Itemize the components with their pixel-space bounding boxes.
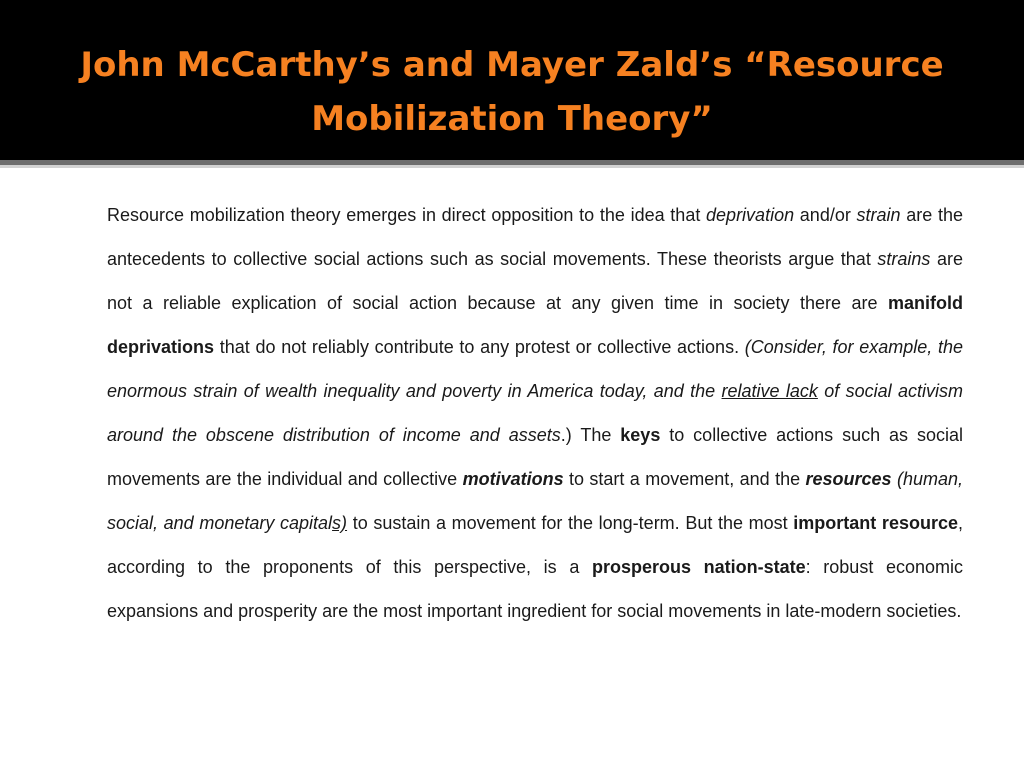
text-run: are not a reliable explication of social action because at any given time in society there are (107, 249, 963, 313)
text-run: to sustain a movement for the long-term. But the most (347, 513, 794, 533)
text-run: to collective actions such as social movements are the individual and collective (107, 425, 963, 489)
slide-title-line-1: John McCarthy’s and Mayer Zald’s “Resource (80, 45, 944, 85)
italic-term-deprivation: deprivation (706, 205, 795, 225)
italic-capitals-aside-end: s) (332, 513, 348, 533)
slide-title (40, 38, 984, 146)
body-paragraph (107, 193, 963, 633)
text-run: Resource mobilization theory emerges in direct opposition to the idea that (107, 205, 707, 225)
divider-light (0, 165, 1024, 168)
text-run: , according to the proponents of this perspective, is a (107, 513, 963, 577)
text-run: .) The (560, 425, 621, 445)
text-run: and/or (794, 205, 857, 225)
italic-term-strains: strains (877, 249, 931, 269)
bold-term-keys: keys (620, 425, 661, 445)
bold-italic-term-resources: resources (805, 469, 892, 489)
text-run: : robust economic expansions and prosperity are the most important ingredient for social movements in late-modern societies. (107, 557, 963, 621)
text-run: are the antecedents to collective social actions such as social movements. These theorists argue that (107, 205, 964, 269)
bold-italic-term-motivations: motivations (462, 469, 564, 489)
bold-term-important-resource: important resource (793, 513, 958, 533)
text-run: to start a movement, and the (563, 469, 806, 489)
bold-term-manifold-deprivations: manifold deprivations (107, 293, 963, 357)
italic-aside-end: of social activism around the obscene distribution of income and assets (107, 381, 963, 445)
italic-aside-start: (Consider, for example, the enormous strain of wealth inequality and poverty in America today, and the (107, 337, 964, 401)
slide-title-line-2: Mobilization Theory” (311, 99, 713, 139)
italic-term-strain: strain (856, 205, 901, 225)
bold-term-prosperous-nation-state: prosperous nation-state (591, 557, 806, 577)
italic-capitals-aside: (human, social, and monetary capital (107, 469, 963, 533)
underlined-term-relative-lack: relative lack (721, 381, 818, 401)
text-run: that do not reliably contribute to any protest or collective actions. (214, 337, 745, 357)
